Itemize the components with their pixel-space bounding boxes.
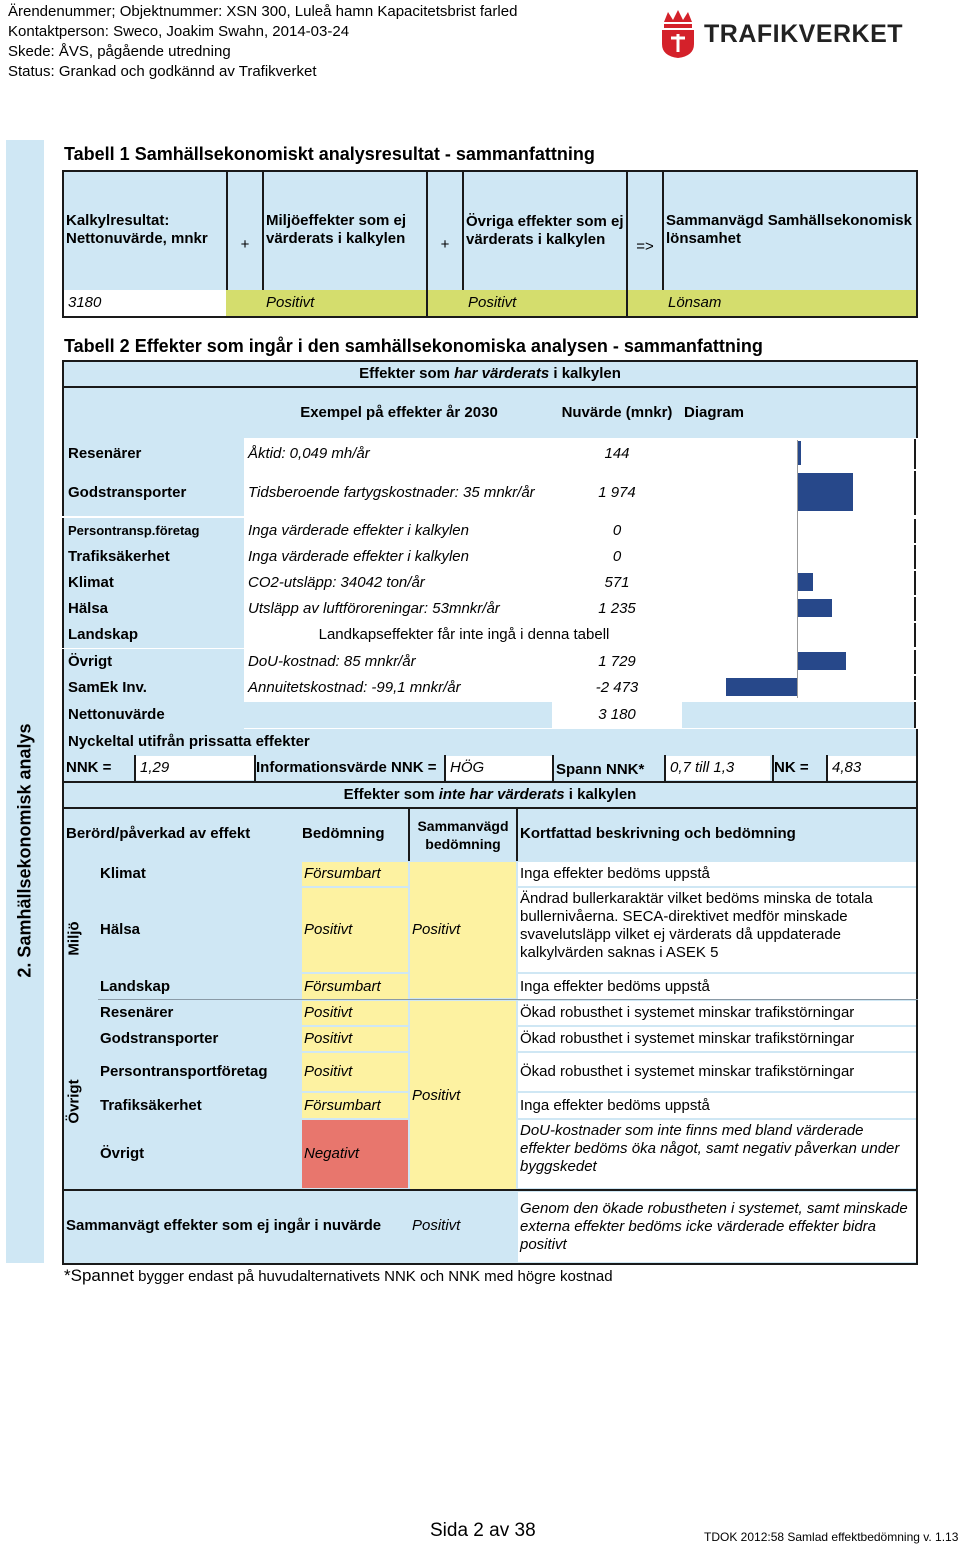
table1-title: Tabell 1 Samhällsekonomiskt analysresultat - sammanfattning [64, 144, 595, 164]
t1-value-npv: 3180 [62, 290, 228, 318]
side-label: 2. Samhällsekonomisk analys [14, 723, 35, 978]
t2-row-label: Trafiksäkerhet [62, 544, 244, 570]
t3-row-label: Övrigt [100, 1120, 300, 1188]
nnk-label: NNK = [66, 759, 112, 776]
t3-row-description: DoU-kostnader som inte finns med bland värderade effekter bedöms öka något, samt negativ påverkan under byggskedet [518, 1120, 916, 1188]
diagram-axis [797, 440, 798, 698]
header-line-contact: Kontaktperson: Sweco, Joakim Swahn, 2014-03-24 [8, 23, 350, 40]
t3-summary-value: Positivt [412, 1217, 461, 1234]
diagram-bar [726, 678, 797, 696]
nk-value: 4,83 [828, 756, 916, 780]
spann-label: Spann NNK* [556, 761, 645, 778]
t2-row-example: DoU-kostnad: 85 mnkr/år [244, 650, 552, 674]
t3-subheader-post: i kalkylen [564, 786, 637, 803]
t2-row-value: 1 235 [554, 597, 680, 621]
t3-row-label: Trafiksäkerhet [100, 1093, 300, 1118]
nnk-value: 1,29 [136, 756, 254, 780]
t3-subheader [62, 781, 918, 809]
t2-row-diagram-cell [682, 623, 916, 647]
t3-miljo-weighted: Positivt [410, 862, 516, 998]
t2-row-example: Inga värderade effekter i kalkylen [244, 519, 552, 543]
header-line-stage: Skede: ÅVS, pågående utredning [8, 43, 231, 60]
t2-row-label: Hälsa [62, 596, 244, 622]
t3-row-assessment: Positivt [302, 1001, 408, 1025]
t3-row-assessment: Försumbart [302, 1093, 408, 1118]
footnote-star: *Spannet [64, 1266, 134, 1285]
t1-head-sammanvagd: Sammanvägd Samhällsekonomisk lönsamhet [666, 212, 912, 247]
t2-row-example: Tidsberoende fartygskostnader: 35 mnkr/år [244, 471, 552, 515]
t2-row-label: Persontransp.företag [62, 518, 244, 544]
t1-value-miljo: Positivt [226, 290, 428, 318]
t2-subheader [62, 360, 918, 388]
t2-row-label: Nettonuvärde [62, 701, 244, 729]
t3-row-description: Ökad robusthet i systemet minskar trafikstörningar [518, 1027, 916, 1051]
page-number: Sida 2 av 38 [430, 1520, 536, 1541]
t3-row-description: Inga effekter bedöms uppstå [518, 1093, 916, 1118]
t3-row-assessment: Positivt [302, 1027, 408, 1051]
t2-row-label: Godstransporter [62, 470, 244, 516]
t2-row-example [244, 702, 552, 728]
t3-h-assessment: Bedömning [302, 825, 385, 842]
logo-text: TRAFIKVERKET [704, 20, 904, 48]
t3-row-assessment: Försumbart [302, 862, 408, 886]
t2-row-label: SamEk Inv. [62, 675, 244, 701]
t2-row-label: Klimat [62, 570, 244, 596]
t3-summary-label: Sammanvägt effekter som ej ingår i nuvärde [66, 1217, 382, 1234]
t1-head-ovriga: Övriga effekter som ej värderats i kalkylen [466, 213, 624, 248]
t1-value-ovriga: Positivt [426, 290, 628, 318]
t3-group-ovrigt: Övrigt [65, 1079, 83, 1124]
table2-title: Tabell 2 Effekter som ingår i den samhällsekonomiska analysen - sammanfattning [64, 336, 763, 356]
t2-subheader-pre: Effekter som [359, 365, 455, 382]
t2-row-example: Landkapseffekter får inte ingå i denna tabell [244, 623, 680, 647]
t3-row-label: Persontransportföretag [100, 1053, 300, 1091]
t3-row-description: Inga effekter bedöms uppstå [518, 974, 916, 999]
t2-row-example: Utsläpp av luftföroreningar: 53mnkr/år [244, 597, 552, 621]
t1-plus-2: + [440, 236, 450, 253]
t1-arrow: => [636, 238, 654, 255]
t3-row-assessment: Positivt [302, 888, 408, 972]
t3-h-description: Kortfattad beskrivning och bedömning [520, 825, 796, 842]
t2-row-label: Landskap [62, 622, 244, 648]
t3-h-affected: Berörd/påverkad av effekt [66, 825, 251, 842]
t3-row-label: Klimat [100, 862, 300, 886]
side-label-bar [6, 140, 44, 1263]
footnote-text: bygger endast på huvudalternativets NNK och NNK med högre kostnad [133, 1268, 613, 1285]
t2-row-label: Övrigt [62, 649, 244, 675]
header-line-status: Status: Grankad och godkännd av Trafikverket [8, 63, 317, 80]
diagram-bar [797, 573, 813, 591]
t2-col-example: Exempel på effekter år 2030 [300, 404, 498, 421]
diagram-bar [797, 473, 853, 511]
diagram-bar [797, 652, 846, 670]
t2-row-diagram-cell [682, 702, 916, 728]
t1-head-miljo: Miljöeffekter som ej värderats i kalkylen [266, 212, 407, 247]
info-value: HÖG [446, 756, 552, 780]
t1-plus-1: + [240, 236, 250, 253]
t3-summary-description: Genom den ökade robustheten i systemet, samt minskade externa effekter bedöms icke värderade effekter bidra positivt [518, 1192, 916, 1262]
t3-group-miljo: Miljö [65, 921, 83, 956]
crown-icon [658, 8, 698, 60]
trafikverket-logo [658, 8, 918, 60]
t2-row-value: 1 729 [554, 650, 680, 674]
spann-value: 0,7 till 1,3 [666, 756, 770, 780]
t3-row-description: Ändrad bullerkaraktär vilket bedöms minska de totala bullernivåerna. SECA-direktivet medför minskade svavelutsläpp vilket ej värderats då uppdaterade kalkylvärden saknas i ASEK 5 [518, 888, 916, 972]
t2-row-example: Åktid: 0,049 mh/år [244, 439, 552, 469]
t2-nyckeltal-title: Nyckeltal utifrån prissatta effekter [62, 729, 918, 755]
t2-subheader-italic: har värderats [454, 365, 550, 382]
t2-row-label: Resenärer [62, 438, 244, 470]
diagram-bar [797, 599, 832, 617]
t2-row-example: Inga värderade effekter i kalkylen [244, 545, 552, 569]
t2-subheader-post: i kalkylen [549, 365, 621, 382]
t2-row-value: -2 473 [554, 676, 680, 700]
t3-row-assessment: Positivt [302, 1053, 408, 1091]
t3-row-assessment: Försumbart [302, 974, 408, 999]
t2-row-value: 1 974 [554, 471, 680, 515]
t3-subheader-pre: Effekter som [343, 786, 439, 803]
t2-col-diagram: Diagram [684, 404, 745, 421]
t2-row-diagram-cell [682, 519, 916, 543]
t2-row-value: 0 [554, 519, 680, 543]
t3-subheader-italic: inte har värderats [438, 786, 565, 803]
t3-row-label: Landskap [100, 974, 300, 999]
nk-label: NK = [774, 759, 809, 776]
t3-row-description: Ökad robusthet i systemet minskar trafikstörningar [518, 1001, 916, 1025]
t2-row-value: 3 180 [554, 702, 680, 728]
t3-row-description: Inga effekter bedöms uppstå [518, 862, 916, 886]
t3-row-assessment: Negativt [302, 1120, 408, 1188]
t1-head-result: Kalkylresultat: Nettonuvärde, mnkr [66, 212, 208, 247]
t3-row-label: Godstransporter [100, 1027, 300, 1051]
info-label: Informationsvärde NNK = [256, 759, 437, 776]
t3-ovrigt-weighted: Positivt [410, 1001, 516, 1191]
t2-row-value: 144 [554, 439, 680, 469]
t3-h-weighted: Sammanvägd bedömning [417, 818, 509, 852]
footnote [64, 1266, 613, 1286]
t3-row-description: Ökad robusthet i systemet minskar trafikstörningar [518, 1053, 916, 1091]
t2-row-diagram-cell [682, 676, 916, 700]
t1-value-lonsamhet: Lönsam [626, 290, 918, 318]
t3-row-label: Resenärer [100, 1001, 300, 1025]
t2-row-example: CO2-utsläpp: 34042 ton/år [244, 571, 552, 595]
header-line-case: Ärendenummer; Objektnummer: XSN 300, Luleå hamn Kapacitetsbrist farled [8, 3, 518, 20]
t2-row-value: 571 [554, 571, 680, 595]
t2-row-example: Annuitetskostnad: -99,1 mnkr/år [244, 676, 552, 700]
t2-row-value: 0 [554, 545, 680, 569]
doc-reference: TDOK 2012:58 Samlad effektbedömning v. 1.13 [704, 1530, 959, 1544]
t2-row-diagram-cell [682, 545, 916, 569]
t2-col-npv: Nuvärde (mnkr) [561, 404, 673, 421]
t3-row-label: Hälsa [100, 888, 300, 972]
